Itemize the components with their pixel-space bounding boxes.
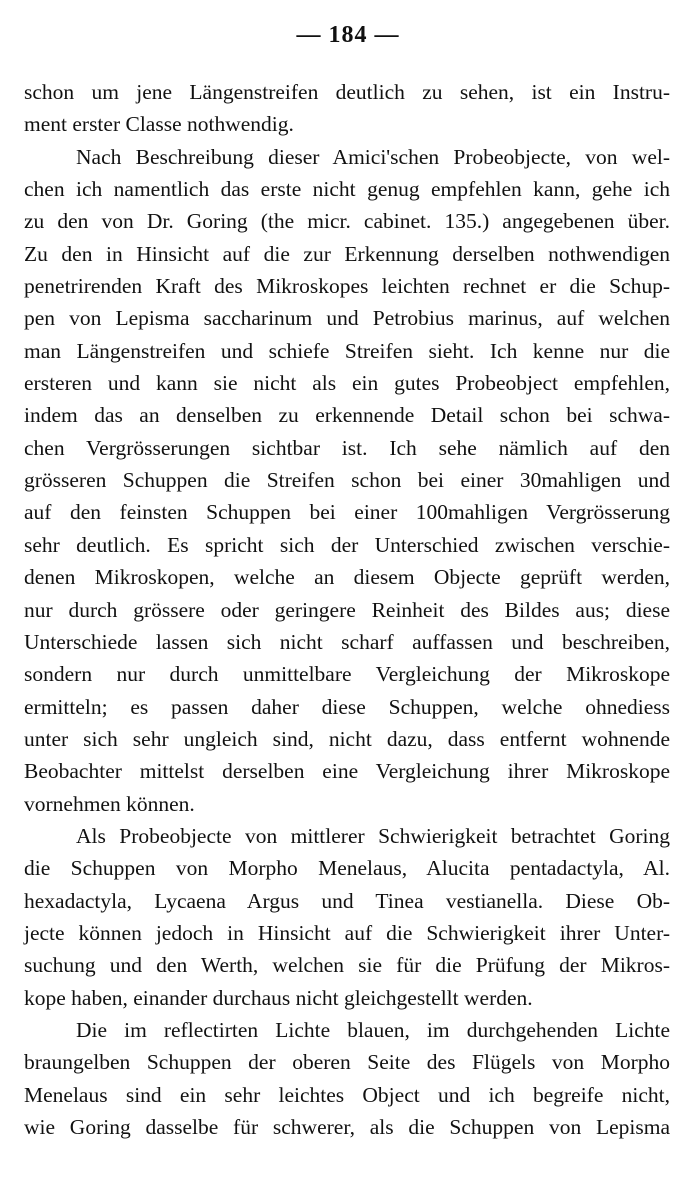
text-line: denen Mikroskopen, welche an diesem Objecte geprüft werden,: [24, 565, 670, 590]
text-line: grösseren Schuppen die Streifen schon bei einer 30mahligen und: [24, 468, 670, 493]
text-line: Beobachter mittelst derselben eine Vergleichung ihrer Mikroskope: [24, 759, 670, 784]
text-line: Als Probeobjecte von mittlerer Schwierigkeit betrachtet Goring: [76, 823, 670, 848]
text-line: penetrirenden Kraft des Mikroskopes leichten rechnet er die Schup-: [24, 274, 670, 299]
text-line: chen Vergrösserungen sichtbar ist. Ich sehe nämlich auf den: [24, 435, 670, 460]
text-line: sehr deutlich. Es spricht sich der Unterschied zwischen verschie-: [24, 532, 670, 557]
text-line: ersteren und kann sie nicht als ein gutes Probeobject empfehlen,: [24, 371, 670, 396]
text-line: chen ich namentlich das erste nicht genug empfehlen kann, gehe ich: [24, 177, 670, 202]
text-line: Menelaus sind ein sehr leichtes Object und ich begreife nicht,: [24, 1082, 670, 1107]
body-text: [24, 76, 670, 1143]
text-line: zu den von Dr. Goring (the micr. cabinet. 135.) angegebenen über.: [24, 209, 670, 234]
text-line: die Schuppen von Morpho Menelaus, Alucita pentadactyla, Al.: [24, 856, 670, 881]
text-line: Nach Beschreibung dieser Amici'schen Probeobjecte, von wel-: [76, 144, 670, 169]
text-line: wie Goring dasselbe für schwerer, als die Schuppen von Lepisma: [24, 1115, 670, 1139]
text-line: pen von Lepisma saccharinum und Petrobius marinus, auf welchen: [24, 306, 670, 331]
text-line: nur durch grössere oder geringere Reinheit des Bildes aus; diese: [24, 597, 670, 622]
text-line: kope haben, einander durchaus nicht gleichgestellt werden.: [24, 985, 533, 1010]
text-line: schon um jene Längenstreifen deutlich zu sehen, ist ein Instru-: [24, 80, 670, 104]
text-line: suchung und den Werth, welchen sie für die Prüfung der Mikros-: [24, 953, 670, 978]
text-line: Zu den in Hinsicht auf die zur Erkennung derselben nothwendigen: [24, 241, 670, 266]
text-line: vornehmen können.: [24, 791, 195, 816]
text-line: ment erster Classe nothwendig.: [24, 112, 294, 137]
text-line: ermitteln; es passen daher diese Schuppen, welche ohnediess: [24, 694, 670, 719]
text-line: sondern nur durch unmittelbare Vergleichung der Mikroskope: [24, 662, 670, 687]
text-line: Die im reflectirten Lichte blauen, im durchgehenden Lichte: [76, 1017, 670, 1042]
text-line: Unterschiede lassen sich nicht scharf auffassen und beschreiben,: [24, 629, 670, 654]
text-line: jecte können jedoch in Hinsicht auf die Schwierigkeit ihrer Unter-: [24, 920, 670, 945]
text-line: hexadactyla, Lycaena Argus und Tinea vestianella. Diese Ob-: [24, 888, 670, 913]
text-line: auf den feinsten Schuppen bei einer 100mahligen Vergrösserung: [24, 500, 670, 525]
page-number: — 184 —: [296, 22, 400, 48]
text-line: braungelben Schuppen der oberen Seite des Flügels von Morpho: [24, 1050, 670, 1075]
text-line: man Längenstreifen und schiefe Streifen sieht. Ich kenne nur die: [24, 338, 670, 363]
text-line: unter sich sehr ungleich sind, nicht dazu, dass entfernt wohnende: [24, 726, 670, 751]
text-line: indem das an denselben zu erkennende Detail schon bei schwa-: [24, 403, 670, 428]
